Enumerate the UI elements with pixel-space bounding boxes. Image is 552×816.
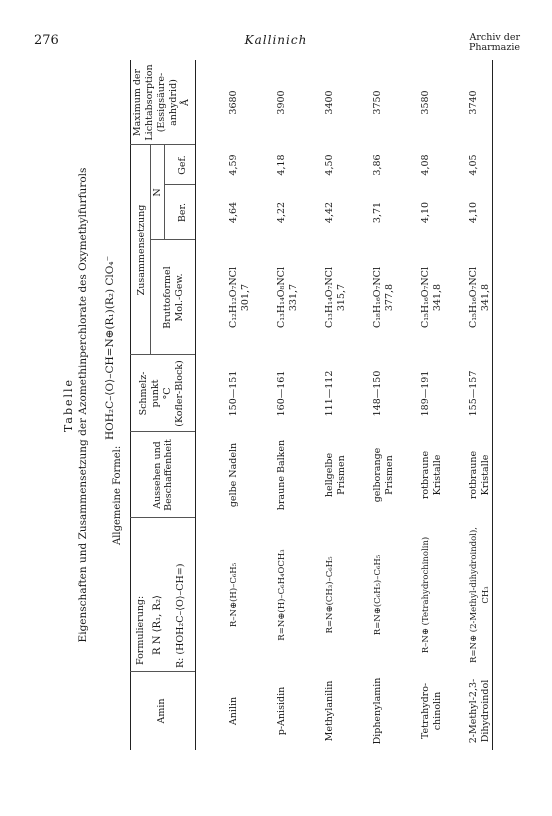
- header-aussehen-2: Beschaffenheit: [163, 439, 174, 511]
- header-bf-1: Bruttoformel: [162, 266, 173, 329]
- cell-bruttoformel: C₁₅H₁₆O₇NCl: [468, 267, 479, 329]
- cell-line: Methylanilin: [324, 680, 335, 742]
- cell-bruttoformel: C₁₃H₁₄O₈NCl: [276, 267, 287, 329]
- cell-line: Kristalle: [480, 454, 491, 496]
- cell-brutto: [276, 240, 300, 355]
- rule-bottom: [492, 60, 493, 750]
- cell-aussehen: [276, 432, 288, 518]
- cell-max: 3680: [228, 90, 239, 115]
- cell-max: 3400: [324, 90, 335, 115]
- cell-molgew: 301,7: [240, 283, 251, 312]
- header-max-1: Maximum der: [132, 68, 143, 137]
- cell-molgew: 315,7: [336, 283, 347, 312]
- cell-molgew: 341,8: [480, 283, 491, 312]
- cell-amin: [324, 672, 336, 750]
- cell-ber: 4,64: [228, 201, 239, 224]
- cell-line: chinolin: [432, 691, 443, 731]
- cell-bruttoformel: C₁₃H₁₄O₇NCl: [324, 267, 335, 329]
- general-formula: HOH₂C–⟨O⟩–CH=N⊕(R₁)(R₂) ClO₄⁻: [104, 255, 116, 440]
- cell-fp: 189—191: [420, 370, 431, 417]
- formulierung-label: Formulierung:: [135, 595, 146, 665]
- cell-line: braune Balken: [276, 439, 287, 511]
- cell-brutto: [324, 240, 348, 355]
- header-ber: Ber.: [177, 202, 188, 223]
- header-bf-2: Mol.-Gew.: [174, 273, 185, 322]
- cell-max: 3900: [276, 90, 287, 115]
- cell-brutto: [468, 240, 492, 355]
- header-gef: Gef.: [177, 155, 188, 175]
- header-zusammensetzung: Zusammensetzung: [136, 204, 147, 296]
- cell-gef: 4,50: [324, 154, 335, 176]
- header-sp-3: °C: [162, 387, 173, 400]
- formula-label: Allgemeine Formel:: [112, 445, 123, 545]
- header-max-5: Å: [180, 99, 191, 106]
- table-subtitle: Eigenschaften und Zusammensetzung der Azomethinperchlorate des Oxymethylfurfurols: [77, 167, 89, 643]
- cell-aussehen: [228, 432, 240, 518]
- cell-line: gelborange: [372, 447, 383, 503]
- header-amin: Amin: [156, 698, 167, 724]
- cell-gef: 4,59: [228, 154, 239, 176]
- cell-line: 2-Methyl-2,3-: [468, 678, 479, 744]
- cell-gef: 4,05: [468, 154, 479, 176]
- rule-header: [195, 60, 196, 750]
- cell-line: Prismen: [384, 455, 395, 495]
- cell-bruttoformel: C₁₂H₁₂O₇NCl: [228, 267, 239, 329]
- journal-line-2: Pharmazie: [468, 42, 520, 53]
- cell-line: Diphenylamin: [372, 677, 383, 745]
- cell-ber: 4,10: [420, 201, 431, 224]
- cell-line: rotbraune: [420, 450, 431, 500]
- header-aussehen: [152, 432, 174, 518]
- journal-line-1: Archiv der: [469, 32, 520, 43]
- cell-formel: R–N⊕(H)–C₆H₅: [229, 562, 239, 628]
- cell-max: 3750: [372, 90, 383, 115]
- cell-fp: 160—161: [276, 370, 287, 417]
- cell-max: 3580: [420, 90, 431, 115]
- header-sp-1: Schmelz-: [138, 371, 149, 416]
- cell-gef: 4,18: [276, 154, 287, 176]
- cell-ber: 3,71: [372, 201, 383, 224]
- formulierung-sketch: R N ⟨R₁, R₂⟩: [152, 595, 163, 655]
- cell-formel: R–N⊕ (Tetrahydrochinolin): [421, 536, 431, 654]
- cell-amin: [228, 672, 240, 750]
- header-bruttoformel: [162, 240, 186, 355]
- cell-line: Dihydroindol: [480, 679, 491, 743]
- cell-amin: [276, 672, 288, 750]
- cell-max: 3740: [468, 90, 479, 115]
- hrule-n: [164, 145, 165, 240]
- cell-molgew: 341,8: [432, 283, 443, 312]
- cell-bruttoformel: C₁₈H₁₆O₇NCl: [372, 267, 383, 329]
- cell-gef: 4,08: [420, 154, 431, 176]
- cell-ber: 4,10: [468, 201, 479, 224]
- cell-line: Anilin: [228, 696, 239, 726]
- cell-molgew: 377,8: [384, 283, 395, 312]
- cell-molgew: 331,7: [288, 283, 299, 312]
- cell-formel: R=N⊕(CH₃)–C₆H₅: [325, 556, 335, 634]
- journal-name: [469, 33, 520, 53]
- page-number: 276: [34, 33, 59, 48]
- cell-line: p-Anisidin: [276, 686, 287, 736]
- header-maximum: [132, 60, 192, 145]
- cell-ber: 4,22: [276, 201, 287, 224]
- cell-fp: 155—157: [468, 370, 479, 417]
- formulierung-r: R: (HOH₂C–⟨O⟩–CH=): [175, 563, 186, 668]
- table-title: Tabelle: [62, 377, 75, 433]
- cell-ber: 4,42: [324, 201, 335, 224]
- cell-fp: 111—112: [324, 370, 335, 417]
- cell-line: Tetrahydro-: [420, 682, 431, 740]
- rule-top: [130, 60, 131, 750]
- cell-amin: [420, 672, 444, 750]
- cell-fp: 150—151: [228, 370, 239, 417]
- cell-line: hellgelbe: [324, 452, 335, 498]
- cell-aussehen: [420, 432, 444, 518]
- cell-gef: 3,86: [372, 154, 383, 176]
- header-max-4: anhydrid): [168, 79, 179, 126]
- cell-brutto: [372, 240, 396, 355]
- cell-aussehen: [372, 432, 396, 518]
- cell-bruttoformel: C₁₅H₁₆O₇NCl: [420, 267, 431, 329]
- rotated-table: [60, 60, 500, 750]
- cell-amin: [468, 672, 492, 750]
- cell-formel: R=N⊕ (2-Methyl-dihydroindol), CH₃: [469, 527, 491, 663]
- cell-brutto: [420, 240, 444, 355]
- header-schmelzpunkt: [138, 355, 186, 432]
- header-aussehen-1: Aussehen und: [152, 441, 163, 509]
- header-max-3: (Essigsäure-: [156, 72, 167, 133]
- cell-formel: R=N⊕(C₆H₅)–C₆H₅: [373, 554, 383, 636]
- cell-line: Prismen: [336, 455, 347, 495]
- header-max-2: Lichtabsorption: [144, 64, 155, 141]
- hrule-zus: [150, 145, 151, 355]
- cell-line: Kristalle: [432, 454, 443, 496]
- cell-aussehen: [324, 432, 348, 518]
- header-sp-4: (Kofler-Block): [174, 360, 185, 427]
- cell-formel: R=N⊕(H)–C₆H₄OCH₃: [277, 549, 287, 641]
- cell-amin: [372, 672, 384, 750]
- cell-fp: 148—150: [372, 370, 383, 417]
- running-author: Kallinich: [244, 33, 308, 47]
- header-n: N: [152, 188, 163, 197]
- cell-line: rotbraune: [468, 450, 479, 500]
- cell-brutto: [228, 240, 252, 355]
- header-sp-2: punkt: [150, 379, 161, 408]
- cell-aussehen: [468, 432, 492, 518]
- cell-line: gelbe Nadeln: [228, 442, 239, 508]
